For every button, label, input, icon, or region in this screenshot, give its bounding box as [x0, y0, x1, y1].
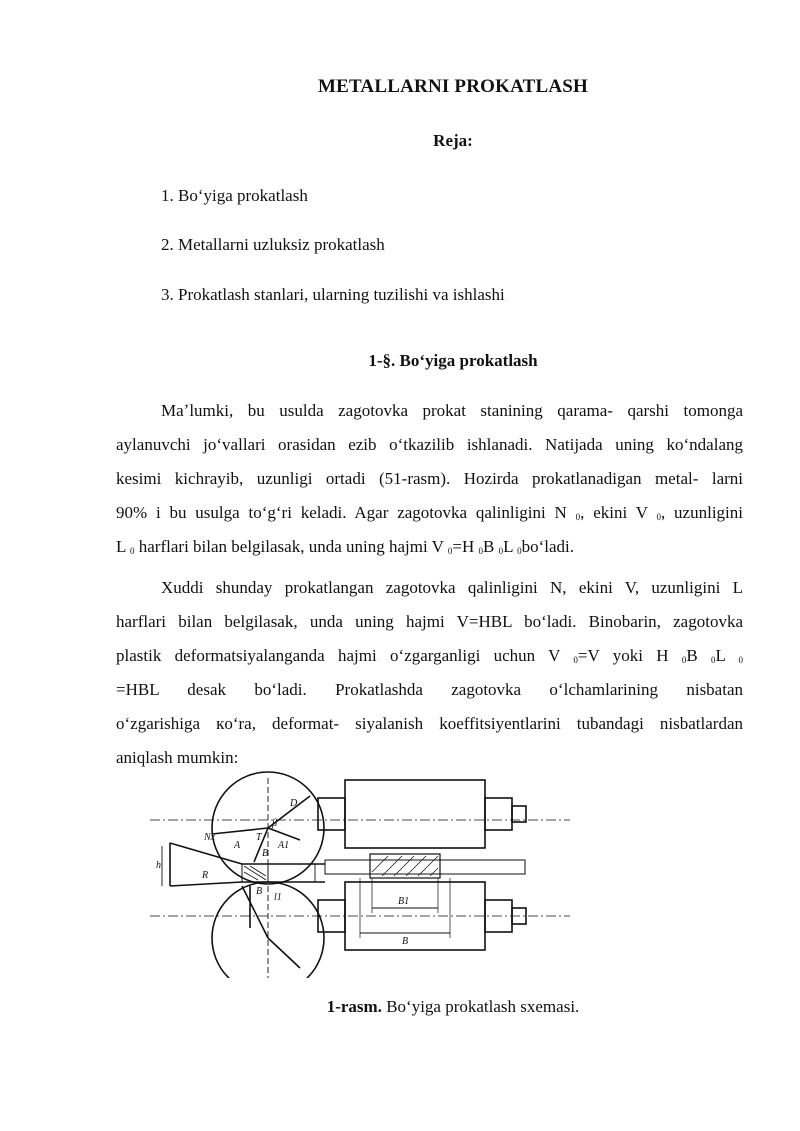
figure-caption	[0, 997, 800, 1017]
rolling-scheme-figure	[150, 768, 650, 978]
page-title: METALLARNI PROKATLASH	[317, 76, 589, 97]
label-B-lower: B	[256, 886, 263, 897]
plan-item-3: 3. Prokatlash stanlari, ularning tuzilishi va ishlashi	[161, 285, 505, 304]
label-h: h	[156, 860, 161, 871]
p1-line-1: Maʼlumki, bu usulda zagotovka prokat stanining qarama- qarshi tomonga	[161, 401, 743, 420]
p2-line-1: Xuddi shunday prokatlangan zagotovka qalinligini N, ekini V, uzunligini L	[161, 578, 743, 597]
caption-text: Boʻyiga prokatlash sxemasi.	[381, 997, 580, 1016]
paragraph-1	[116, 394, 743, 564]
section-heading: 1-§. Boʻyiga prokatlash	[368, 351, 538, 370]
label-B1: B1	[398, 896, 410, 907]
label-A1: A1	[278, 840, 290, 851]
upper-roll-body	[345, 780, 485, 848]
caption-label: 1-rasm.	[326, 997, 382, 1016]
p2-line-5: oʻzgarishiga кoʻra, deformat- siyalanish koeffitsiyentlarini tubandagi nisbatlardan	[116, 714, 743, 733]
p2-line-6: aniqlash mumkin:	[116, 748, 239, 767]
label-B-width: B	[402, 936, 409, 947]
plan-item-2: 2. Metallarni uzluksiz prokatlash	[161, 235, 385, 254]
label-T: T	[256, 832, 262, 843]
plan-heading: Reja:	[433, 131, 473, 150]
label-B-left: B	[262, 848, 269, 859]
p1-line-4: 90% i bu usulga toʻgʻri keladi. Agar zagotovka qalinligini N $_0$, ekini V $_0$, uzunligini	[116, 503, 743, 522]
label-A: A	[234, 840, 241, 851]
plan-item-1: 1. Boʻyiga prokatlash	[161, 186, 308, 205]
label-D: D	[290, 798, 298, 809]
p2-line-4: =HBL desak boʻladi. Prokatlashda zagotovka oʻlchamlarining nisbatan	[116, 680, 743, 699]
label-l1: l1	[274, 892, 282, 903]
p2-line-3: plastik deformatsiyalanganda hajmi oʻzgarganligi uchun V $_0$=V yoki H $_0$B $_0$L $_0$	[116, 646, 743, 665]
workpiece-top-edge	[170, 843, 242, 864]
p2-line-2: harflari bilan belgilasak, unda uning hajmi V=HBL boʻladi. Binobarin, zagotovka	[116, 612, 743, 631]
label-R: R	[202, 870, 209, 881]
p1-line-5: L $_0$ harflari bilan belgilasak, unda uning hajmi V $_0$=H $_0$B $_0$L $_0$boʻladi.	[116, 537, 574, 556]
label-Nx: Nx	[204, 832, 216, 843]
p1-line-2: aylanuvchi joʻvallari orasidan ezib oʻtkazilib ishlanadi. Natijada uning koʻndalang	[116, 435, 743, 454]
paragraph-2	[116, 571, 743, 775]
p1-line-3: kesimi kichrayib, uzunligi ortadi (51-rasm). Hozirda prokatlanadigan metal- larni	[116, 469, 743, 488]
label-beta: β	[272, 818, 277, 829]
